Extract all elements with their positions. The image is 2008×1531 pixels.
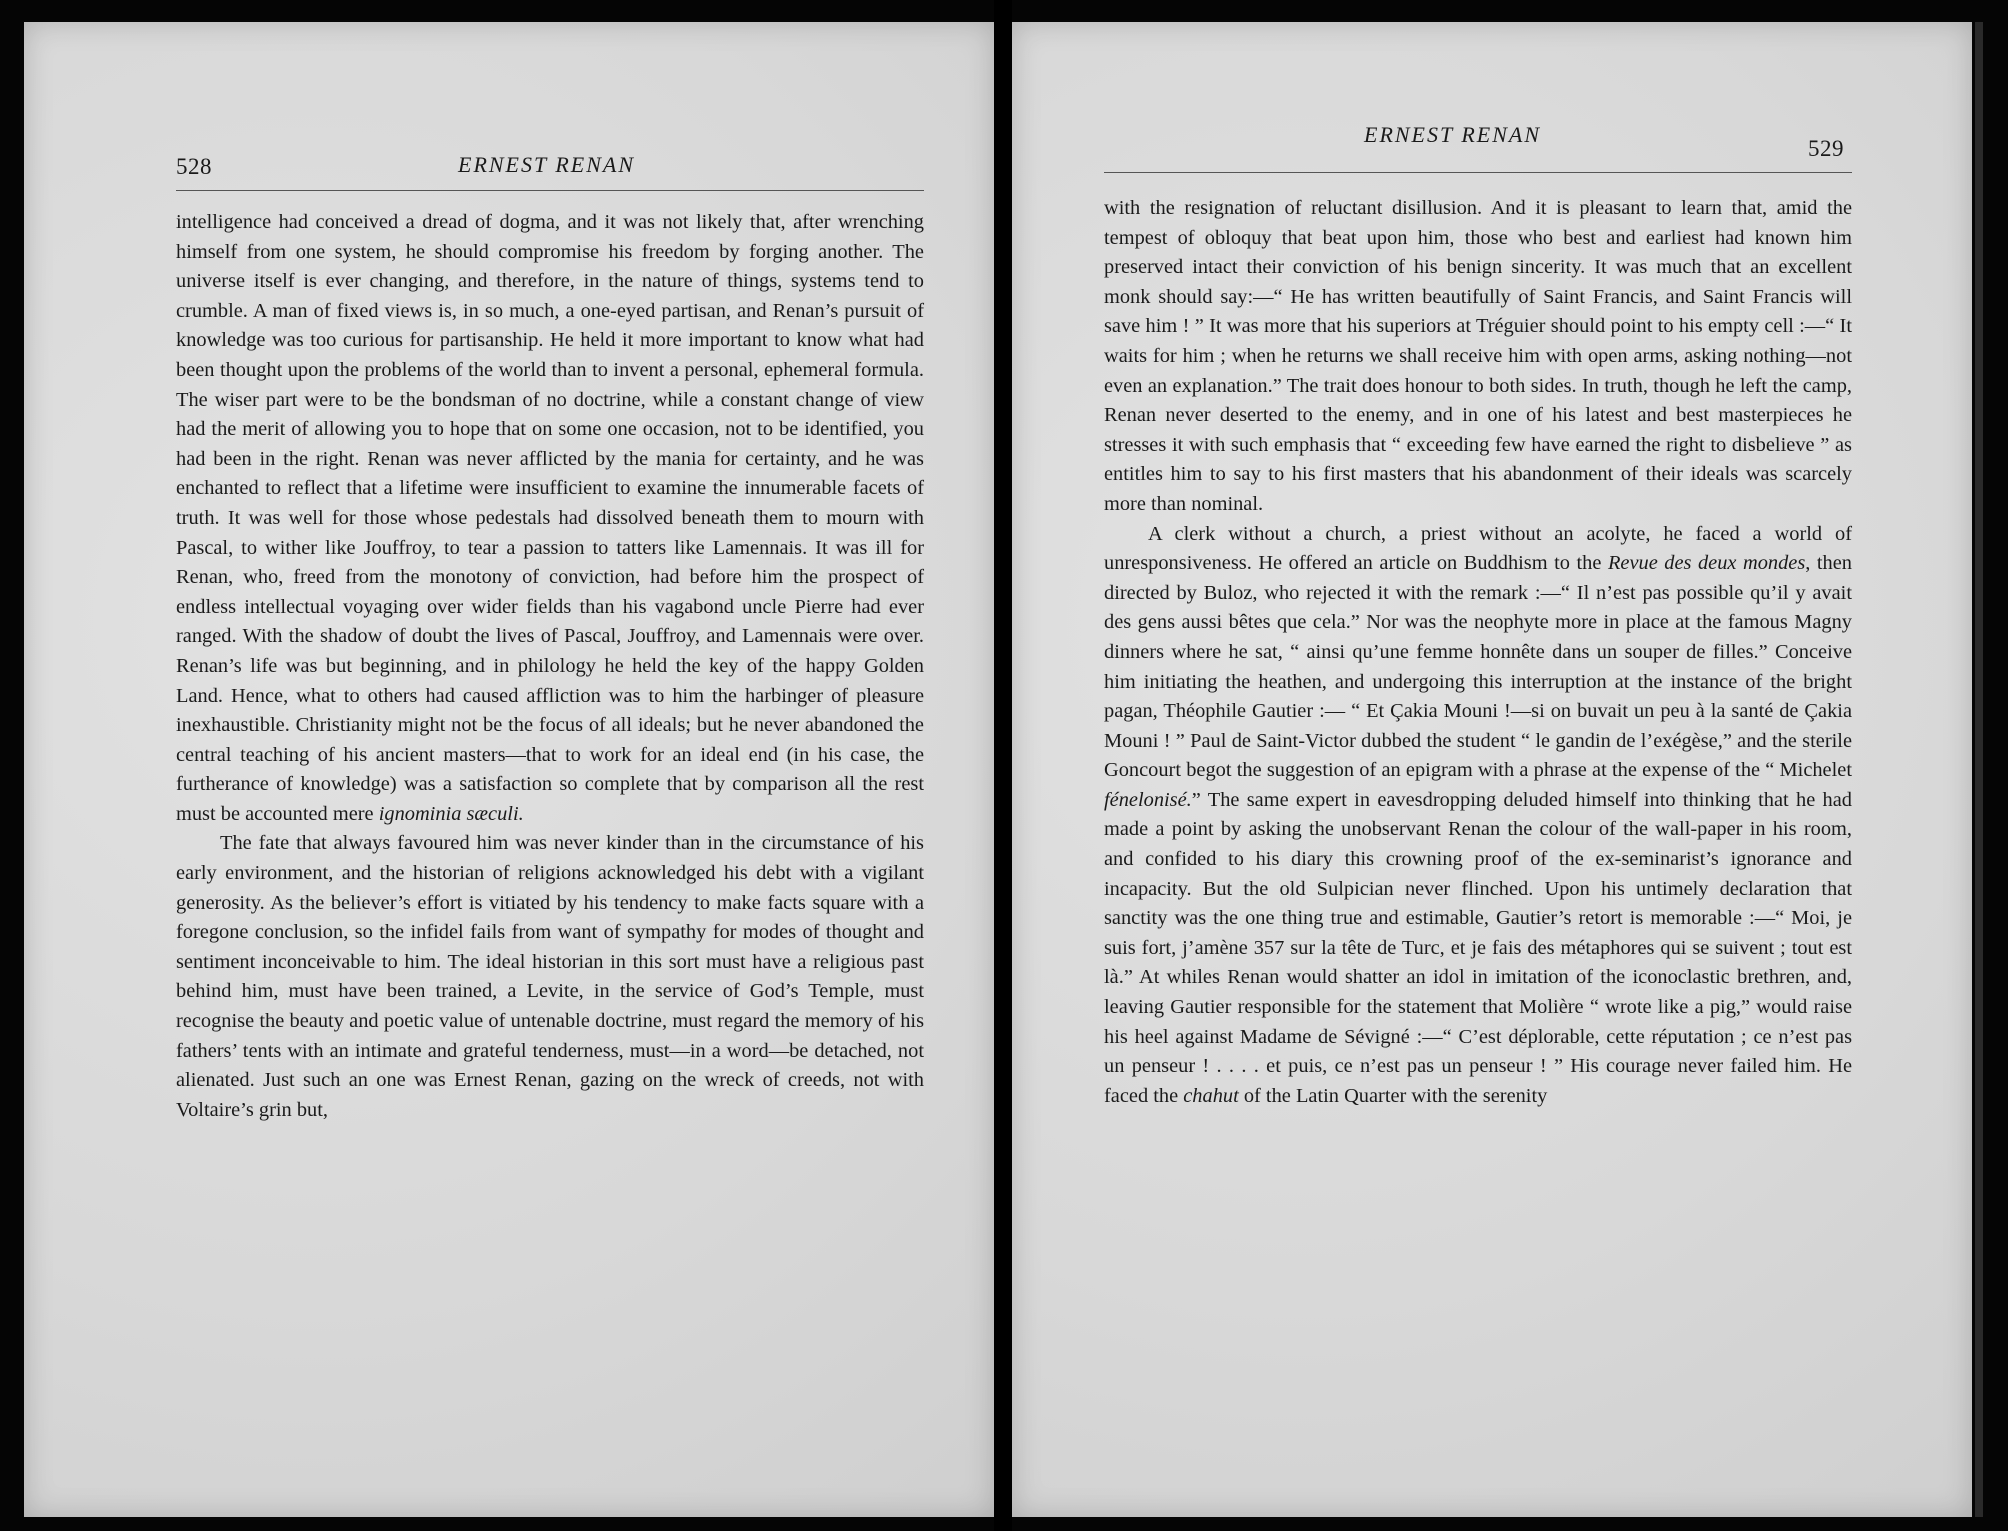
right-text-block — [1104, 194, 1852, 1111]
body-text: ” The same expert in eavesdropping deluded himself into thinking that he had made a point by asking the unobservant Renan the colour of the wall-paper in his room, and confided to his diary this crowning proof of the ex-seminarist’s ignorance and incapacity. But the old Sulpician never flinched. Upon his untimely declaration that sanctity was the one thing true and estimable, Gautier’s retort is memorable :—“ Moi, je suis fort, j’amène 357 sur la tête de Turc, et je fais des métaphores qui se suivent ; tout est là.” At whiles Renan would shatter an idol in imitation of the iconoclastic brethren, and, leaving Gautier responsible for the statement that Molière “ wrote like a pig,” would raise his heel against Madame de Sévigné :—“ C’est déplorable, cette réputation ; ce n’est pas un penseur ! . . . . et puis, ce n’est pas un penseur ! ” His courage never failed him. He faced the — [1104, 788, 1852, 1107]
paragraph — [176, 208, 924, 829]
gutter — [994, 0, 1012, 1531]
left-running-head — [176, 140, 924, 191]
italic-text: Revue des deux mondes — [1607, 552, 1806, 575]
body-text: intelligence had conceived a dread of dogma, and it was not likely that, after wrenching himself from one system, he should compromise his freedom by forging another. The universe itself is ever changing, and therefore, in the nature of things, systems tend to crumble. A man of fixed views is, in so much, a one-eyed partisan, and Renan’s pursuit of knowledge was too curious for partisanship. He held it more important to know what had been thought upon the problems of the world than to invent a personal, ephemeral formula. The wiser part were to be the bondsman of no doctrine, while a constant change of view had the merit of allowing you to hope that on some one occasion, not to be identified, you had been in the right. Renan was never afflicted by the mania for certainty, and he was enchanted to reflect that a lifetime were insufficient to examine the innumerable facets of truth. It was well for those whose pedestals had dissolved beneath them to mourn with Pascal, to wither like Jouffroy, to tear a passion to tatters like Lamennais. It was ill for Renan, who, freed from the monotony of conviction, had before him the prospect of endless intellectual voyaging over wider fields than his vagabond uncle Pierre had ever ranged. With the shadow of doubt the lives of Pascal, Jouffroy, and Lamennais were over. Renan’s life was but beginning, and in philology he held the key of the happy Golden Land. Hence, what to others had caused affliction was to him the harbinger of pleasure inexhaustible. Christianity might not be the focus of all ideals; but he never abandoned the central teaching of his ancient masters—that to work for an ideal end (in his case, the furtherance of knowledge) was a satisfaction so complete that by comparison all the rest must be accounted mere — [176, 211, 924, 825]
right-running-head — [1104, 122, 1852, 173]
left-running-title: ERNEST RENAN — [458, 152, 635, 177]
right-page-number: 529 — [1808, 136, 1844, 161]
italic-text: fénelonisé. — [1104, 788, 1192, 811]
paragraph — [1104, 520, 1852, 1112]
right-page — [1012, 22, 1972, 1517]
page-edge — [1975, 22, 1983, 1517]
italic-text: ignominia sæculi. — [378, 802, 524, 825]
body-text: of the Latin Quarter with the serenity — [1238, 1084, 1548, 1107]
paragraph — [1104, 194, 1852, 520]
left-text-block — [176, 208, 924, 1125]
left-page-number: 528 — [176, 154, 212, 179]
italic-text: chahut — [1183, 1084, 1239, 1107]
body-text: The fate that always favoured him was never kinder than in the circumstance of his early environment, and the historian of religions acknowledged his debt with a vigilant generosity. As the believer’s effort is vitiated by his tendency to make facts square with a foregone conclusion, so the infidel fails from want of sympathy for modes of thought and sentiment inconceivable to him. The ideal historian in this sort must have a religious past behind him, must have been trained, a Levite, in the service of God’s Temple, must recognise the beauty and poetic value of untenable doctrine, must regard the memory of his fathers’ tents with an intimate and grateful tenderness, must—in a word—be detached, not alienated. Just such an one was Ernest Renan, gazing on the wreck of creeds, not with Voltaire’s grin but, — [176, 832, 924, 1121]
left-page — [24, 22, 994, 1517]
body-text: with the resignation of reluctant disillusion. And it is pleasant to learn that, amid the tempest of obloquy that beat upon him, those who best and earliest had known him preserved intact their conviction of his benign sincerity. It was much that an excellent monk should say:—“ He has written beautifully of Saint Francis, and Saint Francis will save him ! ” It was more that his superiors at Tréguier should point to his empty cell :—“ It waits for him ; when he returns we shall receive him with open arms, asking nothing—not even an explanation.” The trait does honour to both sides. In truth, though he left the camp, Renan never deserted to the enemy, and in one of his latest and best masterpieces he stresses it with such emphasis that “ exceeding few have earned the right to disbelieve ” as entitles him to say to his first masters that his abandonment of their ideals was scarcely more than nominal. — [1104, 197, 1852, 515]
body-text: A clerk without a church, a priest without an acolyte, he faced a world of unresponsiveness. He offered an article on Buddhism to the — [1104, 522, 1852, 575]
paragraph — [176, 829, 924, 1125]
right-running-title: ERNEST RENAN — [1364, 122, 1541, 147]
body-text: , then directed by Buloz, who rejected it with the remark :—“ Il n’est pas possible qu’il y avait des gens aussi bêtes que cela.” Nor was the neophyte more in place at the famous Magny dinners where he sat, “ ainsi qu’une femme honnête dans un souper de filles.” Conceive him initiating the heathen, and undergoing this interruption at the instance of the bright pagan, Théophile Gautier :— “ Et Çakia Mouni !—si on buvait un peu à la santé de Çakia Mouni ! ” Paul de Saint-Victor dubbed the student “ le gandin de l’exégèse,” and the sterile Goncourt begot the suggestion of an epigram with a phrase at the expense of the “ Michelet — [1104, 552, 1852, 782]
